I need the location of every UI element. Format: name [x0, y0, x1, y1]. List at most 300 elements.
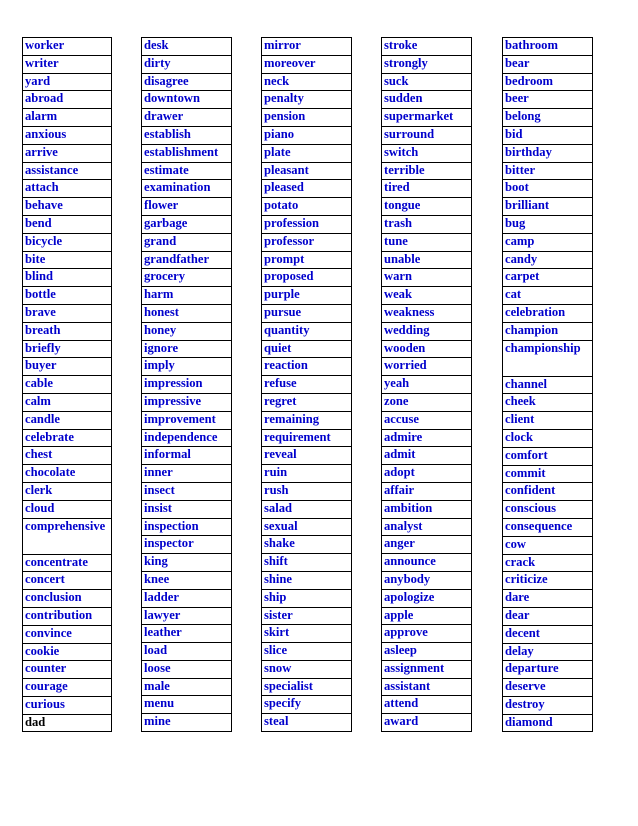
- table-row: [23, 661, 112, 679]
- word-cell: surround: [382, 126, 472, 144]
- word-cell: estimate: [142, 162, 232, 180]
- word-cell: knee: [142, 571, 232, 589]
- table-row: [382, 411, 472, 429]
- table-row: [23, 180, 112, 198]
- table-row: [262, 180, 352, 198]
- word-cell: departure: [503, 661, 593, 679]
- table-row: [142, 269, 232, 287]
- word-cell: conscious: [503, 501, 593, 519]
- word-cell: potato: [262, 198, 352, 216]
- table-row: [262, 411, 352, 429]
- word-cell: belong: [503, 109, 593, 127]
- word-cell: dirty: [142, 55, 232, 73]
- word-cell: snow: [262, 660, 352, 678]
- table-row: [23, 198, 112, 216]
- word-cell: brilliant: [503, 198, 593, 216]
- word-cell: breath: [23, 322, 112, 340]
- table-row: [23, 518, 112, 554]
- table-row: [23, 376, 112, 394]
- word-cell: camp: [503, 233, 593, 251]
- table-row: [503, 180, 593, 198]
- table-row: [23, 144, 112, 162]
- word-cell: honest: [142, 304, 232, 322]
- word-cell: asleep: [382, 643, 472, 661]
- table-row: [503, 518, 593, 536]
- word-cell: ignore: [142, 340, 232, 358]
- word-cell: anybody: [382, 571, 472, 589]
- table-row: [23, 126, 112, 144]
- word-cell: destroy: [503, 696, 593, 714]
- table-row: [142, 696, 232, 714]
- word-cell: anxious: [23, 126, 112, 144]
- table-row: [23, 572, 112, 590]
- table-row: [23, 269, 112, 287]
- table-row: [23, 500, 112, 518]
- word-cell: assignment: [382, 660, 472, 678]
- table-row: [23, 625, 112, 643]
- word-cell: drawer: [142, 109, 232, 127]
- table-row: [262, 714, 352, 732]
- word-cell: contribution: [23, 607, 112, 625]
- word-cell: examination: [142, 180, 232, 198]
- table-row: [382, 287, 472, 305]
- table-row: [23, 554, 112, 572]
- word-cell: neck: [262, 73, 352, 91]
- word-cell: bottle: [23, 287, 112, 305]
- word-cell: weak: [382, 287, 472, 305]
- word-cell: celebrate: [23, 429, 112, 447]
- table-row: [142, 660, 232, 678]
- table-row: [503, 465, 593, 483]
- table-row: [382, 55, 472, 73]
- table-row: [503, 679, 593, 697]
- table-row: [503, 215, 593, 233]
- table-row: [262, 500, 352, 518]
- table-row: [23, 162, 112, 180]
- table-row: [23, 714, 112, 732]
- word-cell: cookie: [23, 643, 112, 661]
- table-row: [503, 483, 593, 501]
- table-row: [262, 73, 352, 91]
- table-row: [262, 144, 352, 162]
- word-cell: tune: [382, 233, 472, 251]
- word-cell: calm: [23, 393, 112, 411]
- table-row: [23, 696, 112, 714]
- word-cell: inspection: [142, 518, 232, 536]
- table-row: [142, 678, 232, 696]
- table-row: [262, 215, 352, 233]
- table-row: [23, 447, 112, 465]
- word-cell: bite: [23, 251, 112, 269]
- table-row: [503, 55, 593, 73]
- table-row: [382, 144, 472, 162]
- word-cell: briefly: [23, 340, 112, 358]
- word-cell: admire: [382, 429, 472, 447]
- word-cell: bathroom: [503, 38, 593, 56]
- word-cell: prompt: [262, 251, 352, 269]
- word-cell: counter: [23, 661, 112, 679]
- table-row: [23, 465, 112, 483]
- table-row: [262, 287, 352, 305]
- table-row: [142, 411, 232, 429]
- table-row: [142, 536, 232, 554]
- word-cell: decent: [503, 625, 593, 643]
- table-row: [142, 198, 232, 216]
- table-row: [503, 109, 593, 127]
- word-cell: candle: [23, 411, 112, 429]
- word-cell: imply: [142, 358, 232, 376]
- word-cell: assistance: [23, 162, 112, 180]
- table-row: [382, 447, 472, 465]
- word-cell: honey: [142, 322, 232, 340]
- table-row: [142, 215, 232, 233]
- word-cell: impressive: [142, 393, 232, 411]
- table-row: [382, 518, 472, 536]
- word-cell: confident: [503, 483, 593, 501]
- word-cell: cow: [503, 536, 593, 554]
- word-cell: sister: [262, 607, 352, 625]
- word-cell: trash: [382, 215, 472, 233]
- word-cell: worried: [382, 358, 472, 376]
- table-row: [503, 554, 593, 572]
- table-row: [503, 447, 593, 465]
- word-cell: specify: [262, 696, 352, 714]
- table-row: [142, 144, 232, 162]
- table-row: [142, 358, 232, 376]
- table-row: [23, 607, 112, 625]
- word-cell: writer: [23, 55, 112, 73]
- table-row: [262, 269, 352, 287]
- table-row: [503, 251, 593, 269]
- word-cell: worker: [23, 38, 112, 56]
- table-row: [23, 411, 112, 429]
- table-row: [382, 73, 472, 91]
- word-cell: delay: [503, 643, 593, 661]
- table-row: [503, 198, 593, 216]
- table-row: [382, 607, 472, 625]
- word-cell: bitter: [503, 162, 593, 180]
- table-row: [382, 696, 472, 714]
- table-row: [262, 38, 352, 56]
- word-cell: lawyer: [142, 607, 232, 625]
- table-row: [142, 340, 232, 358]
- table-row: [142, 304, 232, 322]
- word-cell: comfort: [503, 447, 593, 465]
- word-cell: pursue: [262, 304, 352, 322]
- table-row: [262, 678, 352, 696]
- word-cell: brave: [23, 304, 112, 322]
- word-cell: boot: [503, 180, 593, 198]
- word-cell: bend: [23, 215, 112, 233]
- word-cell: wedding: [382, 322, 472, 340]
- word-cell: desk: [142, 38, 232, 56]
- word-cell: cloud: [23, 500, 112, 518]
- word-cell: yard: [23, 73, 112, 91]
- table-row: [23, 109, 112, 127]
- word-cell: conclusion: [23, 590, 112, 608]
- word-cell: ship: [262, 589, 352, 607]
- table-row: [262, 696, 352, 714]
- table-row: [503, 340, 593, 376]
- table-row: [503, 322, 593, 340]
- table-row: [503, 91, 593, 109]
- table-row: [382, 38, 472, 56]
- table-row: [142, 393, 232, 411]
- word-cell: cheek: [503, 394, 593, 412]
- word-cell: insist: [142, 500, 232, 518]
- word-column-4: [381, 37, 472, 732]
- table-row: [262, 571, 352, 589]
- table-row: [262, 518, 352, 536]
- table-row: [382, 251, 472, 269]
- word-cell: slice: [262, 643, 352, 661]
- word-cell: abroad: [23, 91, 112, 109]
- word-cell: supermarket: [382, 109, 472, 127]
- word-cell: sexual: [262, 518, 352, 536]
- word-cell: buyer: [23, 358, 112, 376]
- table-row: [23, 55, 112, 73]
- word-cell: analyst: [382, 518, 472, 536]
- table-row: [262, 162, 352, 180]
- table-row: [262, 554, 352, 572]
- word-cell: specialist: [262, 678, 352, 696]
- word-cell: diamond: [503, 714, 593, 732]
- word-cell: reaction: [262, 358, 352, 376]
- table-row: [382, 340, 472, 358]
- table-row: [382, 482, 472, 500]
- word-cell: attach: [23, 180, 112, 198]
- word-cell: comprehensive: [23, 518, 112, 554]
- table-row: [262, 126, 352, 144]
- word-cell: inspector: [142, 536, 232, 554]
- table-row: [503, 304, 593, 322]
- word-cell: load: [142, 643, 232, 661]
- word-cell: ruin: [262, 465, 352, 483]
- table-row: [503, 607, 593, 625]
- word-cell: tongue: [382, 198, 472, 216]
- table-row: [262, 91, 352, 109]
- table-row: [142, 429, 232, 447]
- table-row: [142, 322, 232, 340]
- word-cell: remaining: [262, 411, 352, 429]
- word-cell: bug: [503, 215, 593, 233]
- table-row: [382, 465, 472, 483]
- table-row: [503, 376, 593, 394]
- table-row: [142, 625, 232, 643]
- word-cell: announce: [382, 554, 472, 572]
- table-row: [503, 625, 593, 643]
- word-cell: assistant: [382, 678, 472, 696]
- table-row: [382, 233, 472, 251]
- word-cell: yeah: [382, 376, 472, 394]
- table-row: [23, 73, 112, 91]
- word-cell: convince: [23, 625, 112, 643]
- table-row: [382, 678, 472, 696]
- word-cell: sudden: [382, 91, 472, 109]
- word-cell: grand: [142, 233, 232, 251]
- table-row: [503, 590, 593, 608]
- table-row: [503, 501, 593, 519]
- word-cell: adopt: [382, 465, 472, 483]
- table-row: [262, 536, 352, 554]
- table-row: [142, 376, 232, 394]
- table-row: [23, 340, 112, 358]
- table-row: [382, 109, 472, 127]
- word-cell: plate: [262, 144, 352, 162]
- table-row: [503, 38, 593, 56]
- word-cell: king: [142, 554, 232, 572]
- word-cell: dare: [503, 590, 593, 608]
- table-row: [262, 198, 352, 216]
- word-cell: alarm: [23, 109, 112, 127]
- word-cell: championship: [503, 340, 593, 376]
- word-cell: candy: [503, 251, 593, 269]
- word-cell: menu: [142, 696, 232, 714]
- word-cell: proposed: [262, 269, 352, 287]
- word-cell: inner: [142, 465, 232, 483]
- word-cell: dad: [23, 714, 112, 732]
- table-row: [262, 482, 352, 500]
- table-row: [142, 714, 232, 732]
- word-cell: arrive: [23, 144, 112, 162]
- table-row: [503, 661, 593, 679]
- word-cell: quiet: [262, 340, 352, 358]
- table-row: [503, 287, 593, 305]
- table-row: [382, 589, 472, 607]
- table-row: [23, 590, 112, 608]
- table-row: [382, 500, 472, 518]
- table-row: [503, 572, 593, 590]
- table-row: [23, 679, 112, 697]
- word-cell: refuse: [262, 376, 352, 394]
- word-cell: commit: [503, 465, 593, 483]
- table-row: [503, 536, 593, 554]
- table-row: [142, 233, 232, 251]
- table-row: [23, 482, 112, 500]
- table-row: [382, 215, 472, 233]
- table-row: [23, 358, 112, 376]
- word-cell: channel: [503, 376, 593, 394]
- table-row: [142, 607, 232, 625]
- word-column-5: [502, 37, 593, 732]
- table-row: [23, 322, 112, 340]
- table-row: [262, 251, 352, 269]
- table-row: [142, 38, 232, 56]
- table-row: [503, 429, 593, 447]
- table-row: [262, 393, 352, 411]
- word-cell: impression: [142, 376, 232, 394]
- word-cell: birthday: [503, 144, 593, 162]
- word-cell: strongly: [382, 55, 472, 73]
- word-cell: professor: [262, 233, 352, 251]
- word-cell: pension: [262, 109, 352, 127]
- table-row: [382, 322, 472, 340]
- table-row: [382, 429, 472, 447]
- word-cell: clock: [503, 429, 593, 447]
- word-cell: establish: [142, 126, 232, 144]
- table-row: [23, 251, 112, 269]
- word-cell: downtown: [142, 91, 232, 109]
- word-cell: reveal: [262, 447, 352, 465]
- word-cell: purple: [262, 287, 352, 305]
- word-cell: criticize: [503, 572, 593, 590]
- word-cell: client: [503, 412, 593, 430]
- word-column-1: [22, 37, 112, 732]
- word-cell: male: [142, 678, 232, 696]
- table-row: [262, 643, 352, 661]
- table-row: [23, 304, 112, 322]
- table-row: [382, 643, 472, 661]
- word-cell: suck: [382, 73, 472, 91]
- word-cell: behave: [23, 198, 112, 216]
- word-cell: blind: [23, 269, 112, 287]
- table-row: [23, 287, 112, 305]
- word-cell: chest: [23, 447, 112, 465]
- table-row: [262, 465, 352, 483]
- table-row: [382, 198, 472, 216]
- table-row: [142, 73, 232, 91]
- word-cell: moreover: [262, 55, 352, 73]
- word-cell: weakness: [382, 304, 472, 322]
- table-row: [382, 660, 472, 678]
- table-row: [382, 714, 472, 732]
- table-row: [382, 162, 472, 180]
- word-cell: wooden: [382, 340, 472, 358]
- table-row: [262, 447, 352, 465]
- word-cell: consequence: [503, 518, 593, 536]
- word-cell: mirror: [262, 38, 352, 56]
- table-row: [142, 589, 232, 607]
- table-row: [23, 38, 112, 56]
- table-row: [503, 162, 593, 180]
- word-cell: bear: [503, 55, 593, 73]
- word-cell: requirement: [262, 429, 352, 447]
- table-row: [262, 625, 352, 643]
- word-cell: leather: [142, 625, 232, 643]
- table-row: [382, 536, 472, 554]
- word-cell: warn: [382, 269, 472, 287]
- table-row: [262, 358, 352, 376]
- word-cell: pleasant: [262, 162, 352, 180]
- word-cell: unable: [382, 251, 472, 269]
- table-row: [262, 429, 352, 447]
- table-row: [382, 376, 472, 394]
- word-cell: terrible: [382, 162, 472, 180]
- word-cell: concentrate: [23, 554, 112, 572]
- word-cell: regret: [262, 393, 352, 411]
- table-row: [262, 376, 352, 394]
- word-cell: grandfather: [142, 251, 232, 269]
- word-cell: switch: [382, 144, 472, 162]
- word-cell: stroke: [382, 38, 472, 56]
- word-cell: carpet: [503, 269, 593, 287]
- table-row: [503, 714, 593, 732]
- table-row: [23, 215, 112, 233]
- word-cell: grocery: [142, 269, 232, 287]
- word-cell: informal: [142, 447, 232, 465]
- word-cell: chocolate: [23, 465, 112, 483]
- word-cell: apple: [382, 607, 472, 625]
- word-cell: curious: [23, 696, 112, 714]
- table-row: [382, 554, 472, 572]
- word-cell: bid: [503, 126, 593, 144]
- table-row: [142, 126, 232, 144]
- word-cell: attend: [382, 696, 472, 714]
- word-cell: tired: [382, 180, 472, 198]
- table-row: [503, 233, 593, 251]
- table-row: [382, 269, 472, 287]
- word-cell: profession: [262, 215, 352, 233]
